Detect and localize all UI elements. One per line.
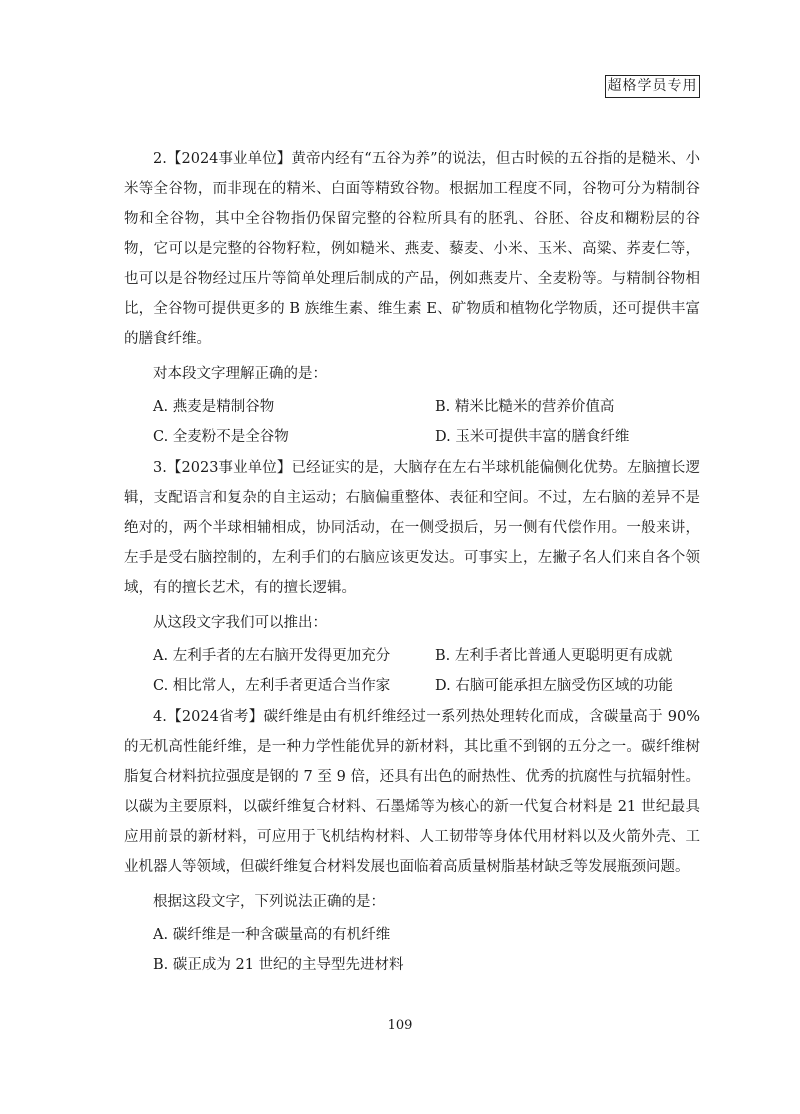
option-c: C. 全麦粉不是全谷物 <box>153 428 289 445</box>
option-b: B. 碳正成为 21 世纪的主导型先进材料 <box>153 956 404 973</box>
question-3-prompt: 从这段文字我们可以推出： <box>153 615 327 631</box>
option-b: B. 左利手者比普通人更聪明更有成就 <box>435 647 673 664</box>
option-a: A. 左利手者的左右脑开发得更加充分 <box>153 647 391 664</box>
option-d: D. 玉米可提供丰富的膳食纤维 <box>435 428 630 445</box>
question-2-options <box>124 390 700 450</box>
option-row <box>124 948 700 978</box>
question-4-passage: 4.【2024省考】碳纤维是由有机纤维经过一系列热处理转化而成，含碳量高于 90% 的无机高性能纤维，是一种力学性能优异的新材料，其比重不到钢的五分之一。碳纤维树脂复合材料抗拉强度是钢的 7 至 9 倍，还具有出色的耐热性、优秀的抗腐性与抗辐射性。以碳为主要原料，以碳纤维复合材料、石墨烯等为核心的新一代复合材料是 21 世纪最具应用前景的新材料，可应用于飞机结构材料、人工韧带等身体代用材料以及火箭外壳、工业机器人等领域，但碳纤维复合材料发展也面临着高质量树脂基材缺乏等发展瓶颈问题。 <box>124 709 700 875</box>
question-3-options <box>124 639 700 699</box>
option-a: A. 燕麦是精制谷物 <box>153 398 275 415</box>
page-number: 109 <box>387 1018 413 1033</box>
option-row <box>124 669 700 699</box>
option-c: C. 相比常人，左利手者更适合当作家 <box>153 677 391 694</box>
question-4-prompt: 根据这段文字，下列说法正确的是： <box>153 894 385 910</box>
option-row <box>124 420 700 450</box>
option-row <box>124 918 700 948</box>
option-row <box>124 390 700 420</box>
option-b: B. 精米比糙米的营养价值高 <box>435 398 615 415</box>
question-3 <box>124 453 700 699</box>
question-3-passage: 3.【2023事业单位】已经证实的是，大脑存在左右半球机能偏侧化优势。左脑擅长逻辑，支配语言和复杂的自主运动；右脑偏重整体、表征和空间。不过，左右脑的差异不是绝对的，两个半球相辅相成，协同活动，在一侧受损后，另一侧有代偿作用。一般来讲，左手是受右脑控制的，左利手们的右脑应该更发达。可事实上，左撇子名人们来自各个领域，有的擅长艺术，有的擅长逻辑。 <box>124 460 700 596</box>
option-a: A. 碳纤维是一种含碳量高的有机纤维 <box>153 926 391 943</box>
question-2 <box>124 144 700 450</box>
question-4 <box>124 702 700 978</box>
option-d: D. 右脑可能承担左脑受伤区域的功能 <box>435 677 673 694</box>
student-only-badge: 超格学员专用 <box>605 75 700 98</box>
page-content <box>124 144 700 981</box>
option-row <box>124 639 700 669</box>
question-4-options <box>124 918 700 978</box>
question-2-passage: 2.【2024事业单位】黄帝内经有“五谷为养”的说法，但古时候的五谷指的是糙米、小米等全谷物，而非现在的精米、白面等精致谷物。根据加工程度不同，谷物可分为精制谷物和全谷物，其中全谷物指仍保留完整的谷粒所具有的胚乳、谷胚、谷皮和糊粉层的谷物，它可以是完整的谷物籽粒，例如糙米、燕麦、藜麦、小米、玉米、高粱、荞麦仁等，也可以是谷物经过压片等简单处理后制成的产品，例如燕麦片、全麦粉等。与精制谷物相比，全谷物可提供更多的 B 族维生素、维生素 E、矿物质和植物化学物质，还可提供丰富的膳食纤维。 <box>124 151 700 347</box>
question-2-prompt: 对本段文字理解正确的是： <box>153 366 327 382</box>
